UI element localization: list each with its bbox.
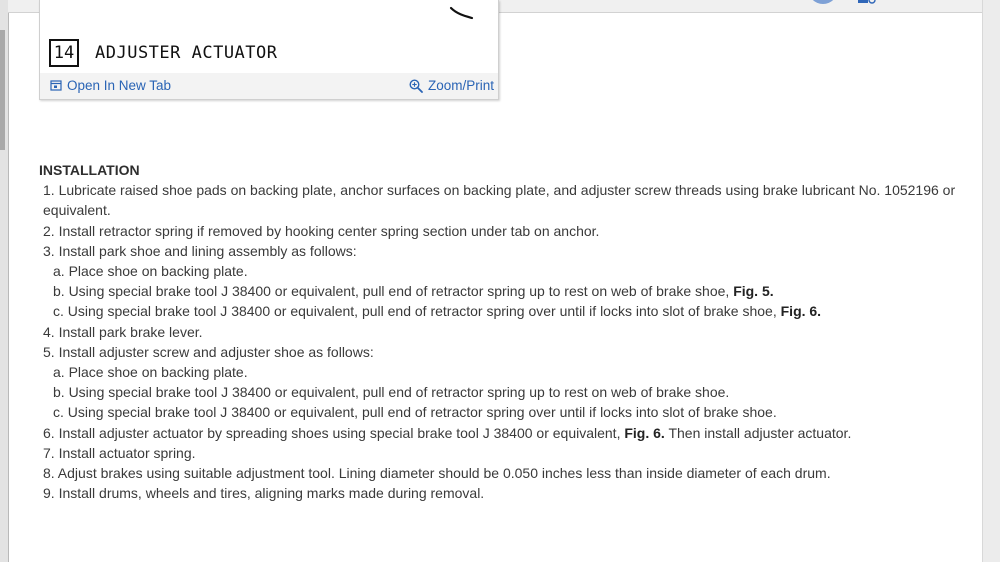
installation-section xyxy=(39,160,974,503)
open-new-tab-icon xyxy=(50,80,62,91)
section-heading: INSTALLATION xyxy=(39,162,140,178)
avatar[interactable] xyxy=(808,0,838,4)
right-scrollbar[interactable] xyxy=(982,0,1000,562)
open-in-new-tab-label: Open In New Tab xyxy=(67,78,172,93)
step-5c: c. Using special brake tool J 38400 or equivalent, pull end of retractor spring over until if locks into slot of brake shoe. xyxy=(53,404,777,421)
step-5a: a. Place shoe on backing plate. xyxy=(53,364,248,381)
step-3a: a. Place shoe on backing plate. xyxy=(53,263,248,280)
step-7: 7. Install actuator spring. xyxy=(43,444,196,461)
step-5: 5. Install adjuster screw and adjuster shoe as follows: xyxy=(43,343,374,360)
open-in-new-tab-link[interactable] xyxy=(50,78,171,93)
step-1: 1. Lubricate raised shoe pads on backing plate, anchor surfaces on backing plate, and adjuster screw threads using brake lubricant No. 1052196 or equivalent. xyxy=(43,182,956,219)
left-scrollbar-thumb[interactable] xyxy=(0,30,5,150)
step-2: 2. Install retractor spring if removed by hooking center spring section under tab on anchor. xyxy=(43,222,600,239)
figure-reference: Fig. 5. xyxy=(733,283,774,300)
figure-illustration xyxy=(445,0,485,24)
step-6: 6. Install adjuster actuator by spreading shoes using special brake tool J 38400 or equivalent, Fig. 6. Then install adjuster actuator. xyxy=(43,424,852,441)
figure-card-footer xyxy=(40,73,498,99)
figure-card xyxy=(39,0,499,100)
figure-reference: Fig. 6. xyxy=(624,424,665,441)
step-4: 4. Install park brake lever. xyxy=(43,323,203,340)
zoom-icon xyxy=(409,79,423,93)
zoom-print-link[interactable] xyxy=(409,78,494,93)
step-5b: b. Using special brake tool J 38400 or equivalent, pull end of retractor spring up to rest on web of brake shoe. xyxy=(53,384,730,401)
toolbar-icon[interactable] xyxy=(857,0,879,4)
step-3b: b. Using special brake tool J 38400 or equivalent, pull end of retractor spring up to rest on web of brake shoe, Fig. 5. xyxy=(53,283,774,300)
step-9: 9. Install drums, wheels and tires, aligning marks made during removal. xyxy=(43,485,485,502)
figure-reference: Fig. 6. xyxy=(780,303,822,320)
figure-callout-number: 14 xyxy=(49,39,79,67)
step-3: 3. Install park shoe and lining assembly as follows: xyxy=(43,242,357,259)
zoom-print-label: Zoom/Print xyxy=(427,78,494,93)
figure-callout-label: ADJUSTER ACTUATOR xyxy=(95,43,278,63)
step-8: 8. Adjust brakes using suitable adjustment tool. Lining diameter should be 0.050 inches less than inside diameter of each drum. xyxy=(43,465,831,482)
step-3c: c. Using special brake tool J 38400 or equivalent, pull end of retractor spring over until if locks into slot of brake shoe, Fig. 6. xyxy=(53,303,822,320)
